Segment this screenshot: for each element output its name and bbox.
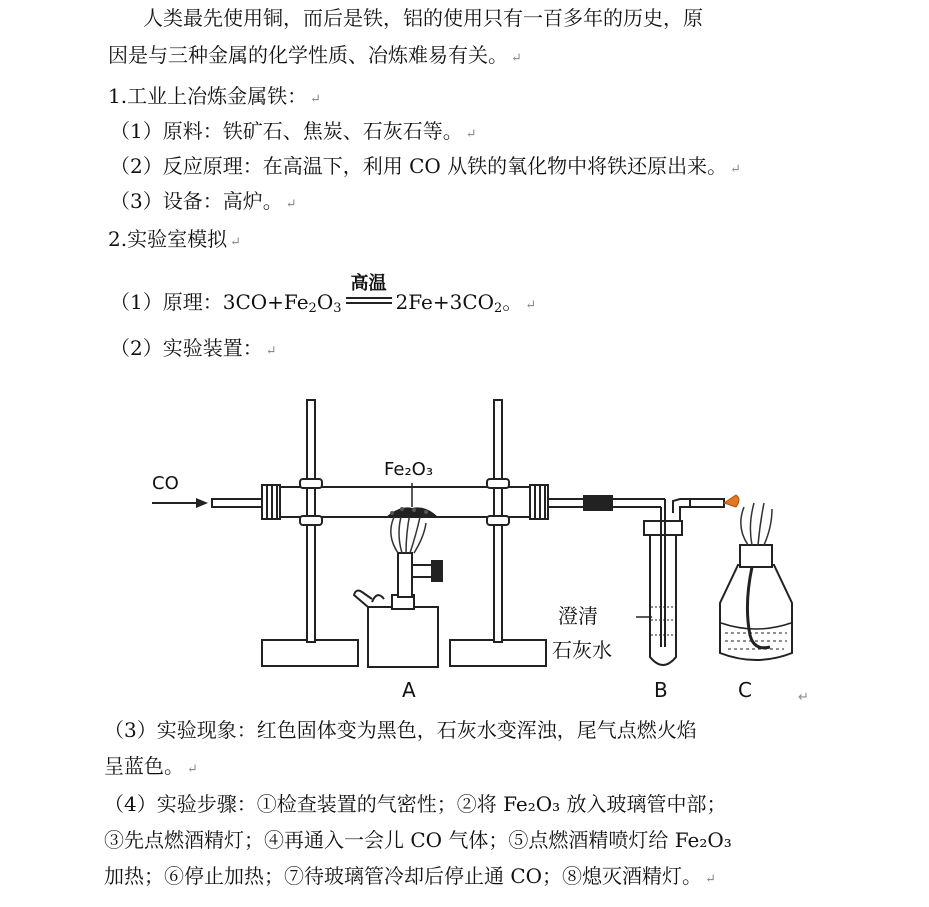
rubber-connector (584, 496, 612, 510)
paragraph-mark: ↵ (310, 92, 321, 107)
right-clamp-top (487, 479, 509, 488)
label-b: B (654, 678, 668, 702)
solution-label-1: 澄清 (558, 604, 598, 628)
paragraph-mark: ↵ (285, 197, 297, 212)
paragraph-mark: ↵ (525, 298, 537, 313)
section1-heading: 1.工业上冶炼金属铁： ↵ (108, 84, 321, 108)
intro-line-1: 人类最先使用铜，而后是铁，铝的使用只有一百多年的历史，原 (143, 6, 703, 30)
apparatus-label: （2）实验装置： ↵ (110, 336, 277, 360)
paragraph-mark: ↵ (187, 762, 198, 777)
paragraph-mark: ↵ (511, 51, 522, 66)
paragraph-mark: ↵ (705, 872, 716, 887)
test-tube-b (650, 535, 676, 665)
paragraph-mark: ↵ (730, 162, 742, 177)
paragraph-mark: ↵ (465, 127, 477, 142)
solution-label-2: 石灰水 (552, 638, 612, 662)
intro-line-2: 因是与三种金属的化学性质、冶炼难易有关。 ↵ (108, 43, 522, 67)
paragraph-mark: ↵ (230, 235, 241, 250)
label-a: A (402, 678, 416, 702)
burner-box (368, 607, 438, 667)
paragraph-mark: ↵ (798, 690, 809, 705)
co-label: CO (152, 473, 179, 494)
steps-line-1: （4）实验步骤：①检查装置的气密性；②将 Fe₂O₃ 放入玻璃管中部； (104, 792, 727, 816)
left-clamp-bottom (300, 516, 322, 525)
right-clamp-bottom (487, 516, 509, 525)
tail-gas-flame (724, 495, 739, 507)
paragraph-mark: ↵ (265, 344, 277, 359)
left-stand-base (262, 640, 358, 666)
lamp-flame (741, 503, 772, 545)
fe2o3-label: Fe₂O₃ (384, 459, 434, 480)
left-clamp-top (300, 479, 322, 488)
phenomena-line-2: 呈蓝色。 ↵ (104, 754, 198, 778)
section2-heading: 2.实验室模拟 ↵ (108, 227, 241, 251)
section1-item-2: （2）反应原理：在高温下，利用 CO 从铁的氧化物中将铁还原出来。 ↵ (110, 154, 742, 178)
section1-item-3: （3）设备：高炉。 ↵ (110, 189, 297, 213)
steps-line-2: ③先点燃酒精灯；④再通入一会儿 CO 气体；⑤点燃酒精喷灯给 Fe₂O₃ (104, 828, 732, 852)
right-stand-base (450, 640, 546, 666)
reaction-condition: 高温 (344, 288, 394, 316)
reaction-equation: （1）原理：$3CO+Fe_2O_3$ 高温 $2Fe+3CO_2$。 ↵ (110, 273, 537, 316)
inlet-arrow-icon (196, 498, 208, 508)
steps-line-3: 加热；⑥停止加热；⑦待玻璃管冷却后停止通 CO；⑧熄灭酒精灯。 ↵ (104, 864, 716, 888)
experiment-apparatus-diagram (140, 395, 820, 705)
phenomena-line-1: （3）实验现象：红色固体变为黑色，石灰水变浑浊，尾气点燃火焰 (104, 718, 697, 742)
section1-item-1: （1）原料：铁矿石、焦炭、石灰石等。 ↵ (110, 119, 477, 143)
label-c: C (738, 678, 752, 702)
burner-flame (391, 513, 426, 553)
